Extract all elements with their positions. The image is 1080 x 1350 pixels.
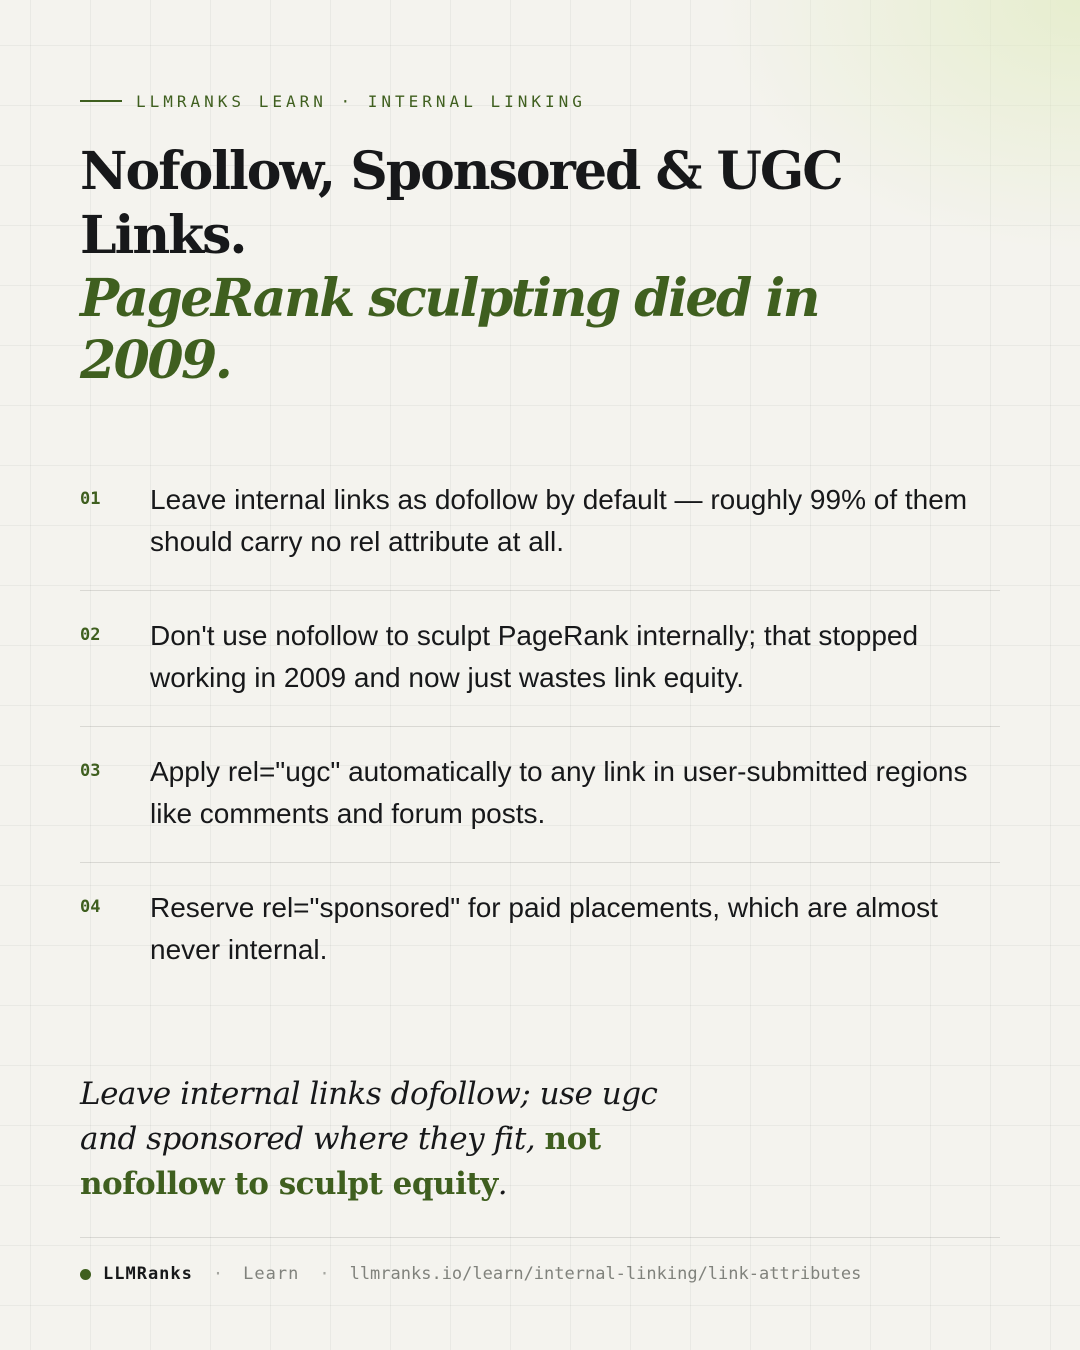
point-number: 02 <box>80 625 101 645</box>
point-number: 03 <box>80 761 101 781</box>
point-item <box>80 863 1000 999</box>
brand-dot-icon <box>80 1269 91 1280</box>
point-text: Reserve rel="sponsored" for paid placements, which are almost never internal. <box>150 892 938 965</box>
closing-statement <box>80 1072 720 1207</box>
footer-divider <box>80 1237 1000 1238</box>
footer-separator: · <box>212 1264 224 1284</box>
key-points-list <box>80 455 1000 999</box>
footer-brand[interactable]: LLMRanks <box>103 1264 193 1284</box>
point-number: 04 <box>80 897 101 917</box>
point-item <box>80 727 1000 863</box>
point-text: Apply rel="ugc" automatically to any link in user-submitted regions like comments and forum posts. <box>150 756 968 829</box>
point-text: Don't use nofollow to sculpt PageRank internally; that stopped working in 2009 and now just wastes link equity. <box>150 620 919 693</box>
headline-main: Nofollow, Sponsored & UGC Links. <box>80 141 842 266</box>
footer-separator: · <box>319 1264 330 1284</box>
footer-url-link[interactable]: llmranks.io/learn/internal-linking/link-attributes <box>349 1264 862 1284</box>
point-number: 01 <box>80 489 101 509</box>
footer <box>80 1262 861 1286</box>
eyebrow <box>80 91 586 111</box>
closing-tail: . <box>497 1166 508 1202</box>
closing-emphasis: not nofollow to sculpt equity <box>80 1121 601 1202</box>
headline <box>80 140 870 392</box>
eyebrow-text: LLMRANKS LEARN · INTERNAL LINKING <box>136 91 586 111</box>
point-item <box>80 591 1000 727</box>
eyebrow-rule <box>80 100 122 102</box>
headline-subtitle: PageRank sculpting died in 2009. <box>80 268 819 391</box>
closing-lead: Leave internal links dofollow; use ugc and sponsored where they fit, <box>80 1076 658 1157</box>
point-text: Leave internal links as dofollow by default — roughly 99% of them should carry no rel attribute at all. <box>150 484 968 557</box>
point-item <box>80 455 1000 591</box>
footer-section[interactable]: Learn <box>243 1264 300 1284</box>
